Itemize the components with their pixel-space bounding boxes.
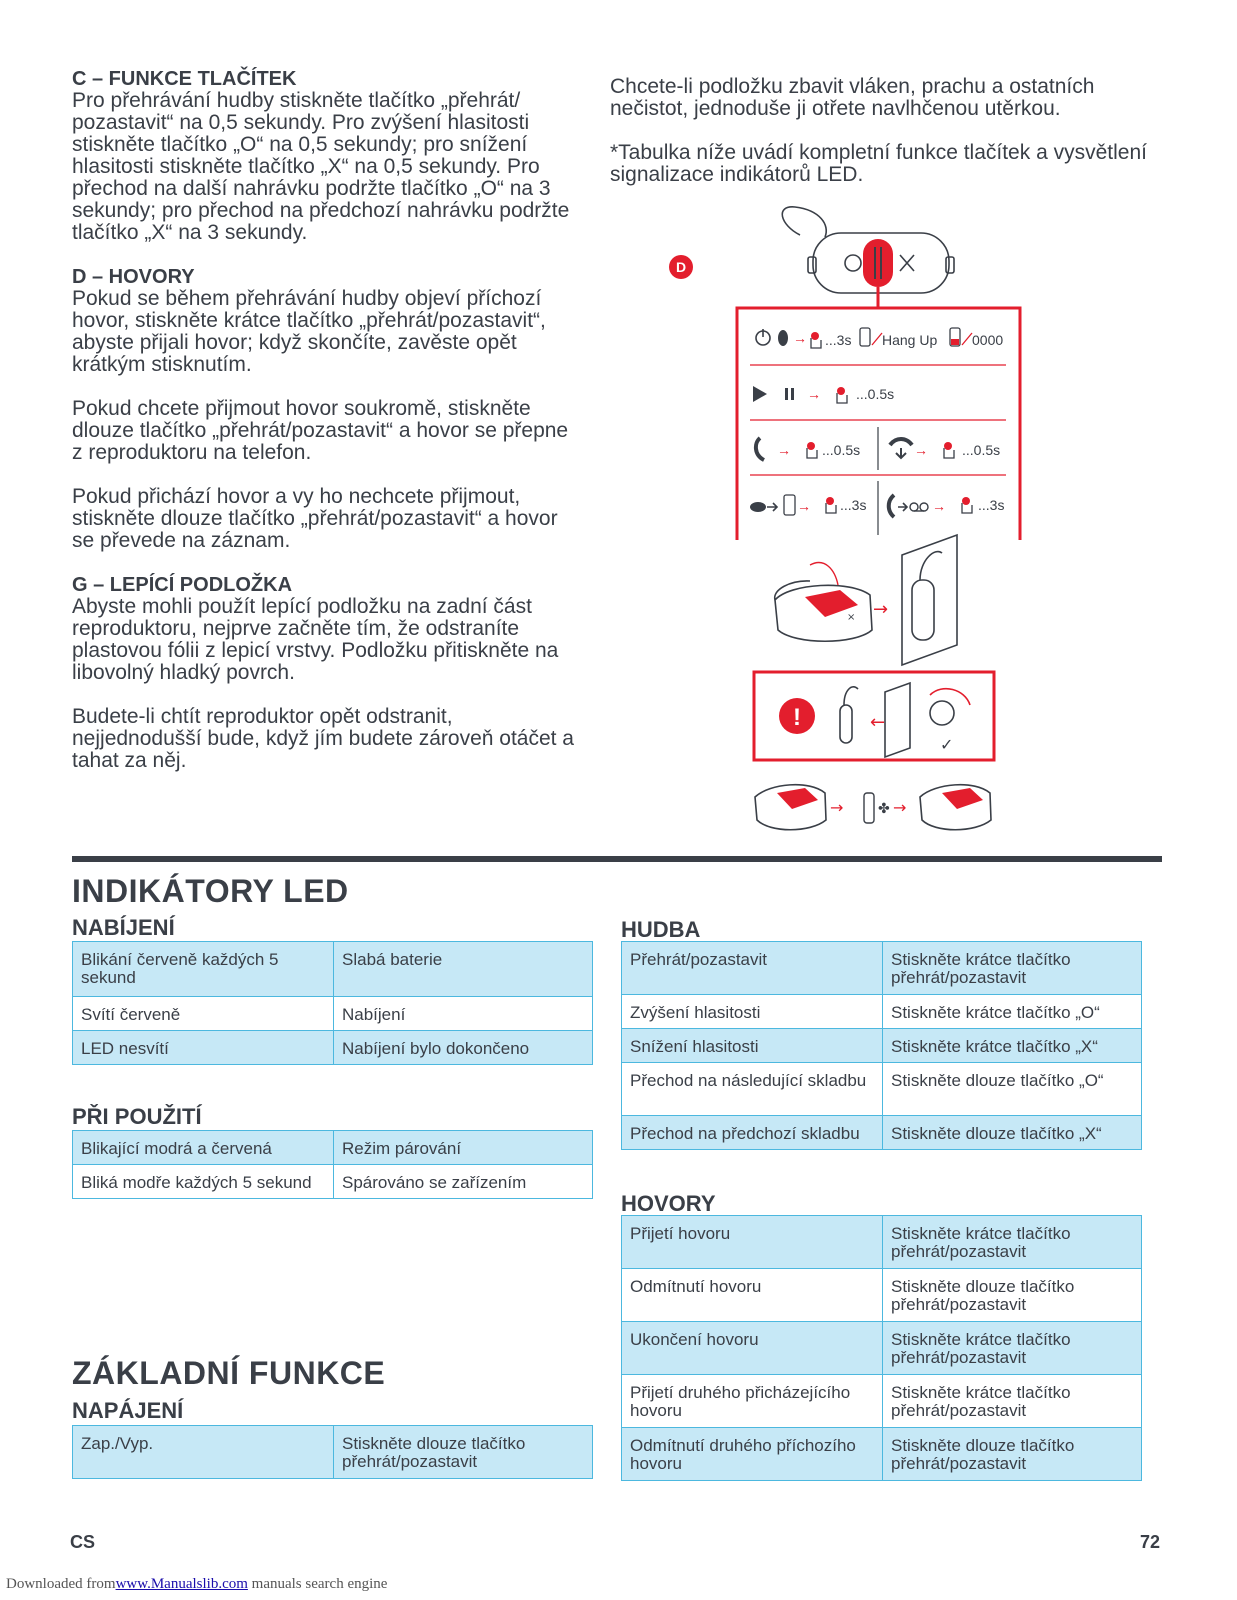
press-finger-icon (811, 332, 819, 340)
arrow-icon: → (914, 442, 928, 458)
press-finger-icon (962, 497, 970, 505)
clean-pad-icon (920, 785, 991, 830)
table-row (73, 997, 593, 1031)
drops-icon: ✤ (878, 801, 890, 817)
table-cell: Bliká modře každých 5 sekund (73, 1165, 334, 1199)
voicemail-icon (910, 503, 918, 511)
arrow-icon: → (777, 442, 791, 458)
basic-functions-title: ZÁKLADNÍ FUNKCE (72, 1355, 386, 1391)
row2-duration: ...0.5s (856, 386, 895, 402)
table-row (73, 942, 593, 997)
table-cell: Přechod na následující skladbu (622, 1063, 883, 1116)
phone-icon (784, 495, 795, 515)
table-cell: Stiskněte krátce tlačítko přehrát/pozastavit (883, 1375, 1142, 1428)
section-heading: G – LEPÍCÍ PODLOŽKA (72, 574, 293, 596)
row1-duration: ...3s (825, 332, 852, 348)
download-suffix: manuals search engine (247, 1576, 388, 1592)
press-finger-icon (807, 442, 815, 450)
table-cell: Stiskněte dlouze tlačítko přehrát/pozastavit (883, 1428, 1142, 1481)
press-finger-icon (944, 442, 952, 450)
manualslib-link[interactable]: www.Manualslib.com (115, 1576, 248, 1592)
speaker-icon (750, 502, 766, 512)
button-function-illustration (675, 205, 1060, 855)
svg-text:×: × (847, 612, 856, 623)
paragraph: Pokud přichází hovor a vy ho nechcete přijmout, stiskněte dlouze tlačítko „přehrát/pozastavit“ a hovor se převede na záznam. (72, 485, 558, 552)
arrow-icon: → (807, 386, 821, 402)
section-button-functions (72, 68, 584, 244)
arrow-icon: → (932, 498, 946, 514)
table-cell: Odmítnutí druhého příchozího hovoru (622, 1428, 883, 1481)
paragraph: *Tabulka níže uvádí kompletní funkce tlačítek a vysvětlení signalizace indikátorů LED. (610, 141, 1147, 186)
badge-letter: D (675, 259, 687, 275)
page-number: 72 (1139, 1532, 1160, 1552)
table-cell: Odmítnutí hovoru (622, 1269, 883, 1322)
mount-speaker-icon (775, 563, 872, 642)
table-cell: Snížení hlasitosti (622, 1029, 883, 1063)
table-cell: Svítí červeně (73, 997, 334, 1031)
power-title: NAPÁJENÍ (72, 1398, 184, 1423)
table-row (622, 1322, 1142, 1375)
arrow-icon: → (830, 798, 844, 817)
play-button-highlight (863, 239, 893, 287)
paragraph: Pokud chcete přijmout hovor soukromě, stiskněte dlouze tlačítko „přehrát/pozastavit“ a hovor se přepne z reproduktoru na telefon. (72, 397, 569, 464)
table-cell: Nabíjení (334, 997, 593, 1031)
table-cell: Stiskněte dlouze tlačítko „O“ (883, 1063, 1142, 1116)
warning-symbol: ! (793, 704, 801, 731)
row1-hangup: Hang Up (882, 332, 938, 348)
download-prefix: Downloaded from (6, 1576, 116, 1592)
table-cell: Slabá baterie (334, 942, 593, 997)
arrow-icon: → (793, 330, 807, 346)
paragraph: Pokud se během přehrávání hudby objeví příchozí hovor, stiskněte krátce tlačítko „přehrát/pozastavit“, abyste přijali hovor; když skončíte, zavěste opět krátkým stisknutím. (72, 287, 546, 376)
row4-duration-right: ...3s (978, 497, 1005, 513)
table-cell: Stiskněte krátce tlačítko přehrát/pozastavit (883, 1216, 1142, 1269)
in-use-title: PŘI POUŽITÍ (72, 1104, 202, 1129)
dirty-pad-icon (755, 785, 826, 830)
bluetooth-icon (778, 330, 788, 346)
table-row (622, 995, 1142, 1029)
table-row (73, 1426, 593, 1479)
play-icon (753, 386, 767, 402)
in-use-table (72, 1130, 593, 1199)
table-row (622, 1428, 1142, 1481)
table-cell: Stiskněte dlouze tlačítko přehrát/pozastavit (883, 1269, 1142, 1322)
table-cell: Spárováno se zařízením (334, 1165, 593, 1199)
phone-icon (860, 328, 870, 346)
paragraph: Abyste mohli použít lepící podložku na zadní část reproduktoru, nejprve začněte tím, že odstraníte plastovou fólii z lepicí vrstvy. Podložku přitiskněte na libovolný hladký povrch. (72, 595, 559, 684)
right-column-text (610, 76, 1150, 208)
arrow-icon: → (893, 798, 907, 817)
table-cell: Blikání červeně každých 5 sekund (73, 942, 334, 997)
water-bottle-icon (864, 793, 874, 823)
music-table (621, 941, 1142, 1150)
arrow-icon: → (873, 599, 889, 620)
table-row (73, 1131, 593, 1165)
table-row (622, 1375, 1142, 1428)
table-cell: Ukončení hovoru (622, 1322, 883, 1375)
pause-icon (785, 388, 788, 400)
table-cell: Zvýšení hlasitosti (622, 995, 883, 1029)
power-table (72, 1425, 593, 1479)
section-calls (72, 266, 584, 552)
check-icon: ✓ (940, 735, 954, 754)
table-cell: Přechod na předchozí skladbu (622, 1116, 883, 1150)
table-row (73, 1031, 593, 1065)
charging-table (72, 941, 593, 1065)
table-cell: Stiskněte krátce tlačítko přehrát/pozastavit (883, 1322, 1142, 1375)
table-cell: LED nesvítí (73, 1031, 334, 1065)
led-title: INDIKÁTORY LED (72, 873, 349, 909)
table-row (622, 942, 1142, 995)
download-note (6, 1576, 387, 1593)
table-row (73, 1165, 593, 1199)
table-row (622, 1029, 1142, 1063)
table-cell: Přijetí druhého přicházejícího hovoru (622, 1375, 883, 1428)
table-row (622, 1216, 1142, 1269)
table-cell: Režim párování (334, 1131, 593, 1165)
table-cell: Stiskněte dlouze tlačítko „X“ (883, 1116, 1142, 1150)
row3-duration-left: ...0.5s (822, 442, 861, 458)
section-divider (72, 856, 1162, 862)
charging-title: NABÍJENÍ (72, 915, 175, 940)
paragraph: Chcete-li podložku zbavit vláken, prachu a ostatních nečistot, jednoduše ji otřete navlhčenou utěrkou. (610, 75, 1095, 120)
paragraph: Budete-li chtít reproduktor opět odstranit, nejjednodušší bude, když jím budete zároveň otáčet a tahat za něj. (72, 705, 574, 772)
table-row (622, 1116, 1142, 1150)
wall-mounted-icon (902, 535, 957, 665)
calls-table (621, 1215, 1142, 1481)
table-cell: Stiskněte dlouze tlačítko přehrát/pozastavit (334, 1426, 593, 1479)
calls-title: HOVORY (621, 1191, 716, 1216)
left-column (72, 68, 584, 794)
paragraph: Pro přehrávání hudby stiskněte tlačítko „přehrát/ pozastavit“ na 0,5 sekundy. Pro zvýšení hlasitosti stiskněte tlačítko „O“ na 0,5 sekundy; pro snížení hlasitosti stiskněte tlačítko „X“ na 0,5 sekundy. Pro přechod na další nahrávku podržte tlačítko „O“ na 3 sekundy; pro přechod na předchozí nahrávku podržte tlačítko „X“ na 3 sekundy. (72, 89, 570, 244)
table-cell: Stiskněte krátce tlačítko „X“ (883, 1029, 1142, 1063)
music-title: HUDBA (621, 917, 701, 942)
press-finger-icon (826, 497, 834, 505)
table-cell: Nabíjení bylo dokončeno (334, 1031, 593, 1065)
row4-duration-left: ...3s (840, 497, 867, 513)
table-cell: Zap./Vyp. (73, 1426, 334, 1479)
reject-call-icon (890, 439, 912, 445)
call-icon (889, 495, 894, 517)
section-adhesive-pad (72, 574, 584, 772)
table-cell: Přehrát/pozastavit (622, 942, 883, 995)
row3-duration-right: ...0.5s (962, 442, 1001, 458)
table-row (622, 1063, 1142, 1116)
table-row (622, 1269, 1142, 1322)
accept-call-icon (756, 438, 764, 460)
table-cell: Stiskněte krátce tlačítko přehrát/pozastavit (883, 942, 1142, 995)
row1-code: 0000 (972, 332, 1004, 348)
section-heading: D – HOVORY (72, 266, 195, 288)
section-heading: C – FUNKCE TLAČÍTEK (72, 68, 297, 90)
press-finger-icon (837, 387, 845, 395)
table-cell: Stiskněte krátce tlačítko „O“ (883, 995, 1142, 1029)
table-cell: Blikající modrá a červená (73, 1131, 334, 1165)
language-code: CS (70, 1532, 96, 1552)
table-cell: Přijetí hovoru (622, 1216, 883, 1269)
arrow-icon: → (797, 498, 811, 514)
arrow-icon: ← (870, 712, 886, 733)
